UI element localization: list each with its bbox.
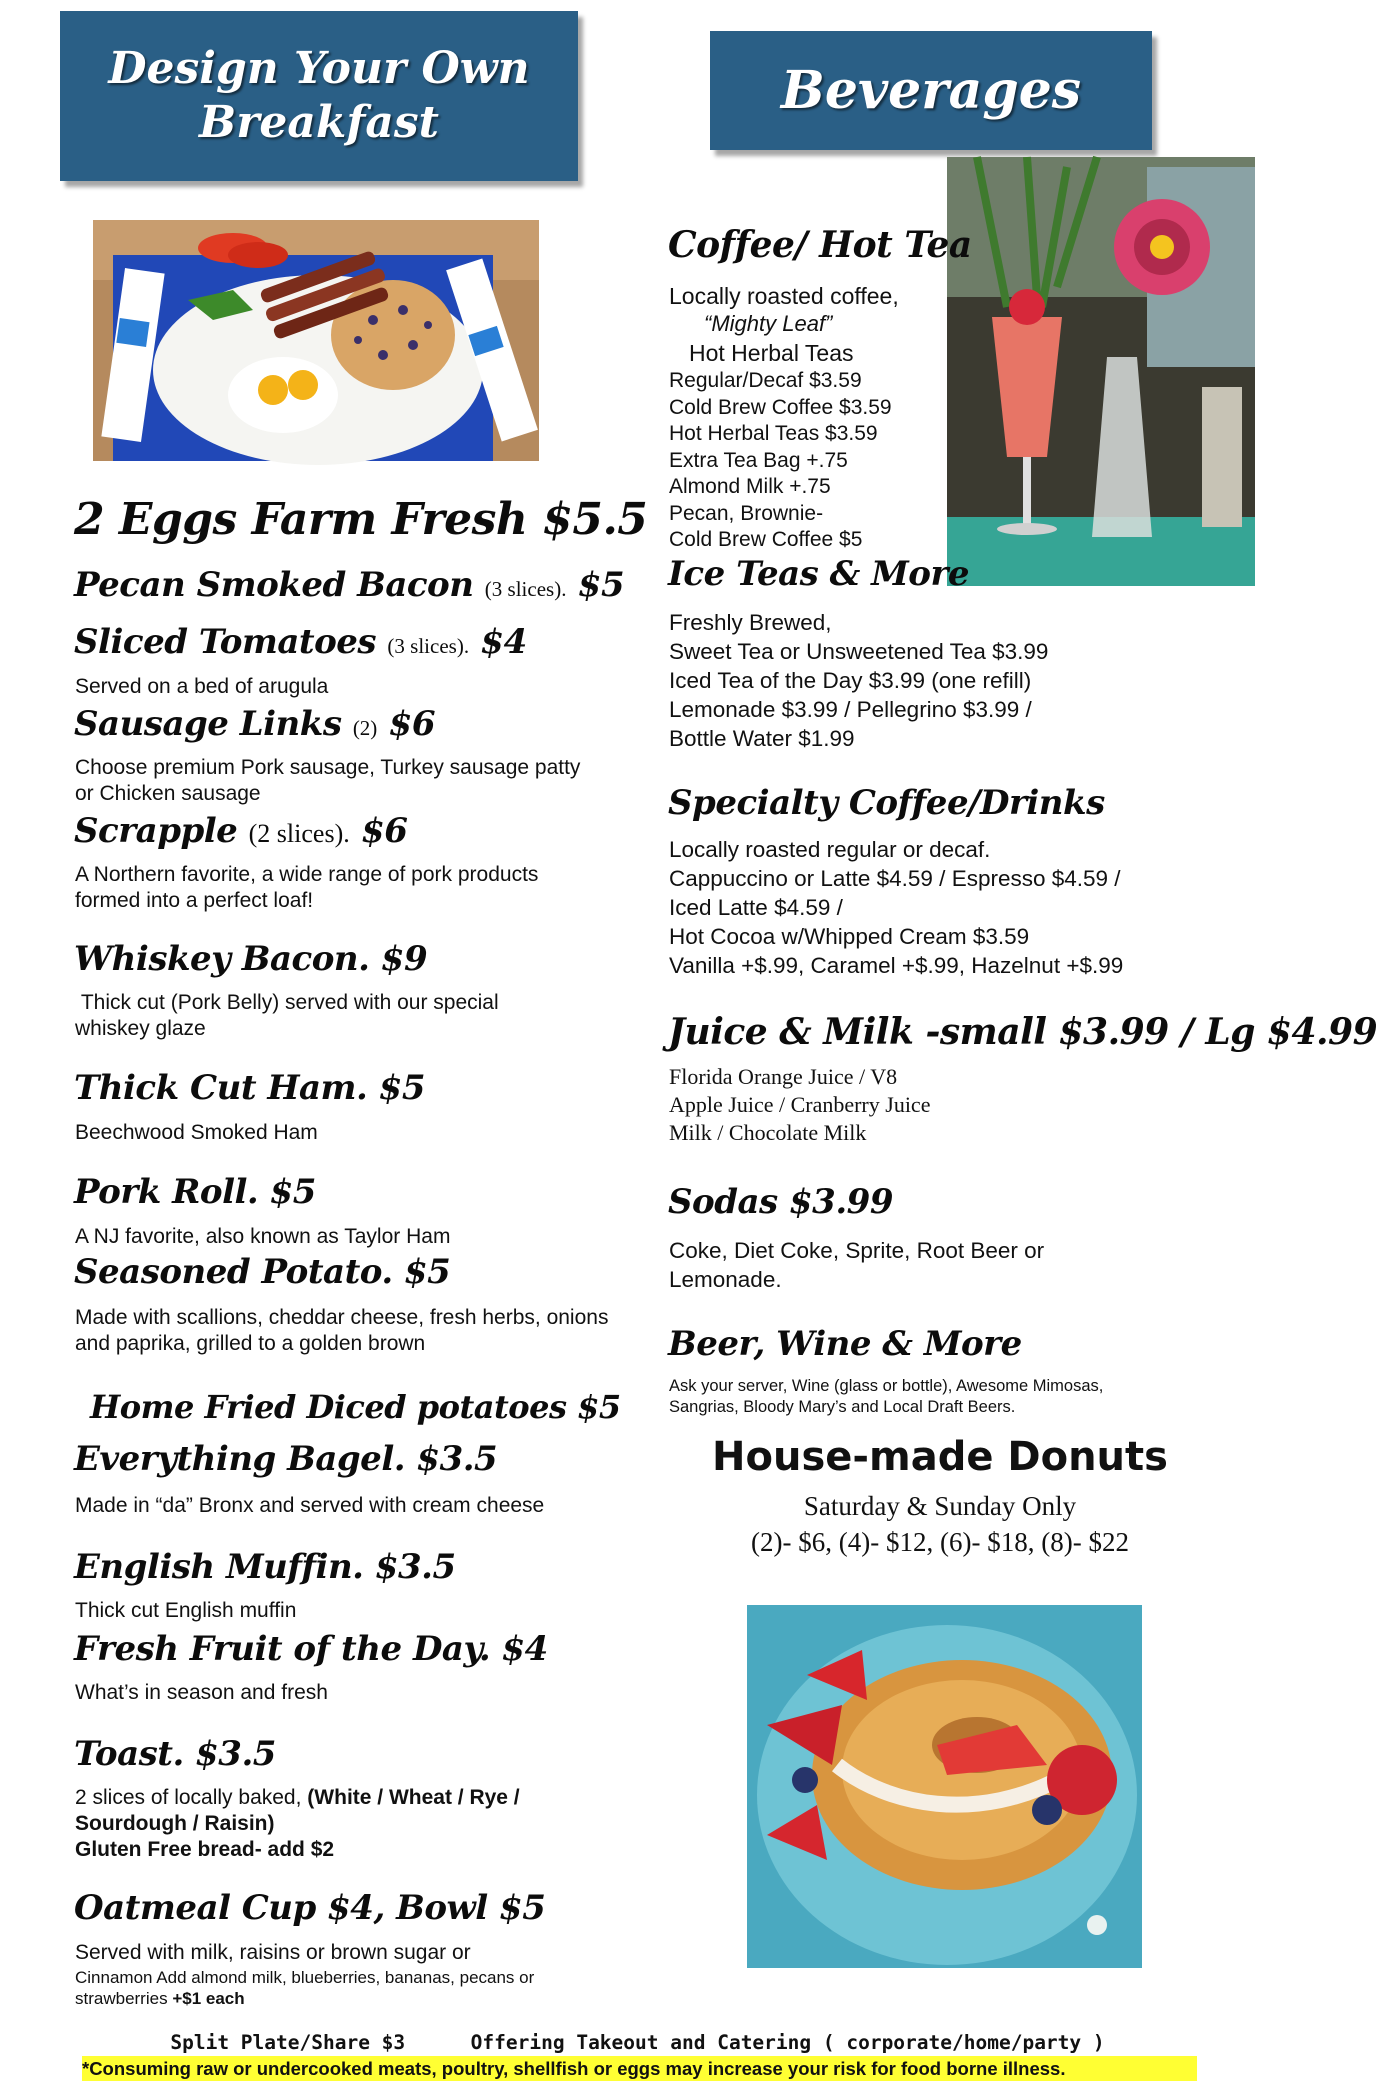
specialty-line-2: Cappuccino or Latte $4.59 / Espresso $4.59 / (669, 866, 1121, 891)
item-desc-english-muffin: Thick cut English muffin (75, 1599, 297, 1622)
item-desc-scrapple: A Northern favorite, a wide range of pork products formed into a perfect loaf! (75, 863, 539, 912)
item-qty-bacon: (3 slices). (484, 577, 567, 601)
item-desc-seasoned-potato: Made with scallions, cheddar cheese, fresh herbs, onions and paprika, grilled to a golden brown (75, 1306, 609, 1355)
food-safety-warning (82, 2056, 1197, 2081)
item-desc-toast-breads: (White / Wheat / Rye / Sourdough / Raisin) (75, 1786, 520, 1835)
item-title-fresh-fruit: Fresh Fruit of the Day. $4 (74, 1629, 548, 1669)
item-desc-whiskey-bacon: Thick cut (Pork Belly) served with our special whiskey glaze (75, 991, 505, 1040)
specialty-line-4: Hot Cocoa w/Whipped Cream $3.59 (669, 924, 1030, 949)
iceteas-line-3: Iced Tea of the Day $3.99 (one refill) (669, 668, 1032, 693)
item-price-sausage: $6 (388, 704, 435, 744)
item-qty-scrapple: (2 slices). (248, 819, 350, 848)
coffee-list (669, 282, 949, 554)
item-title-bacon (74, 563, 624, 611)
item-qty-tomatoes: (3 slices). (387, 634, 470, 658)
donut-photo (747, 1605, 1142, 1968)
coffee-line-1: Locally roasted coffee, (669, 283, 899, 309)
cocktail-photo (947, 157, 1255, 586)
beer-list (669, 1376, 1249, 1418)
item-name-sausage: Sausage Links (74, 704, 342, 744)
specialty-title: Specialty Coffee/Drinks (668, 783, 1105, 823)
juice-title: Juice & Milk -small $3.99 / Lg $4.99 (668, 1011, 1377, 1053)
item-desc-toast (75, 1785, 595, 1863)
item-desc-toast-gluten-free: Gluten Free bread- add $2 (75, 1838, 335, 1861)
coffee-line-3: Hot Herbal Teas (689, 340, 854, 366)
item-title-eggs: 2 Eggs Farm Fresh $5.5 (74, 494, 648, 545)
coffee-line-2: “Mighty Leaf” (704, 311, 833, 336)
specialty-list (669, 835, 1249, 980)
coffee-line-9: Pecan, Brownie- (669, 501, 824, 525)
breakfast-plate-photo (93, 220, 539, 461)
coffee-title: Coffee/ Hot Tea (668, 224, 972, 266)
item-price-tomatoes: $4 (480, 622, 527, 662)
juice-line-1: Florida Orange Juice / V8 (669, 1064, 898, 1089)
iceteas-line-5: Bottle Water $1.99 (669, 726, 855, 751)
coffee-line-5: Cold Brew Coffee $3.59 (669, 395, 892, 419)
juice-list (669, 1063, 1229, 1147)
item-title-sausage (74, 702, 435, 750)
beer-line-1: Ask your server, Wine (glass or bottle), Awesome Mimosas, (669, 1377, 1104, 1395)
iceteas-title: Ice Teas & More (668, 554, 970, 594)
donuts-subtitle: Saturday & Sunday Only (803, 1491, 1077, 1521)
iceteas-line-4: Lemonade $3.99 / Pellegrino $3.99 / (669, 697, 1032, 722)
item-desc-bagel: Made in “da” Bronx and served with cream cheese (75, 1494, 545, 1517)
specialty-line-3: Iced Latte $4.59 / (669, 895, 843, 920)
sodas-title: Sodas $3.99 (668, 1182, 893, 1222)
item-desc-pork-roll: A NJ favorite, also known as Taylor Ham (75, 1225, 451, 1248)
item-title-toast: Toast. $3.5 (74, 1734, 276, 1774)
item-title-bagel: Everything Bagel. $3.5 (74, 1439, 498, 1479)
item-desc-tomatoes: Served on a bed of arugula (75, 675, 329, 698)
sodas-line-1: Coke, Diet Coke, Sprite, Root Beer or (669, 1238, 1045, 1263)
coffee-line-4: Regular/Decaf $3.59 (669, 369, 862, 392)
item-title-pork-roll: Pork Roll. $5 (74, 1172, 316, 1212)
item-title-tomatoes (74, 620, 527, 668)
specialty-line-5: Vanilla +$.99, Caramel +$.99, Hazelnut +$.99 (669, 953, 1124, 978)
coffee-line-6: Hot Herbal Teas $3.59 (669, 422, 878, 445)
juice-line-2: Apple Juice / Cranberry Juice (669, 1092, 931, 1117)
item-desc-ham: Beechwood Smoked Ham (75, 1121, 318, 1144)
coffee-line-8: Almond Milk +.75 (669, 475, 831, 498)
beer-line-2: Sangrias, Bloody Mary’s and Local Draft Beers. (669, 1398, 1016, 1416)
item-title-whiskey-bacon: Whiskey Bacon. $9 (74, 939, 428, 979)
beer-title: Beer, Wine & More (668, 1324, 1022, 1364)
split-plate-note: Split Plate/Share $3 (170, 2031, 406, 2054)
donuts-prices: (2)- $6, (4)- $12, (6)- $18, (8)- $22 (751, 1527, 1129, 1557)
breakfast-banner (60, 11, 578, 181)
item-title-scrapple (74, 809, 407, 856)
item-title-ham: Thick Cut Ham. $5 (74, 1068, 425, 1108)
item-price-bacon: $5 (577, 565, 625, 605)
juice-line-3: Milk / Chocolate Milk (669, 1120, 867, 1145)
sodas-list (669, 1236, 1229, 1294)
item-desc-fresh-fruit: What’s in season and fresh (75, 1681, 328, 1704)
beverages-banner (710, 31, 1152, 150)
item-price-scrapple: $6 (361, 811, 408, 851)
item-name-tomatoes: Sliced Tomatoes (74, 622, 377, 662)
iceteas-list (669, 608, 1229, 753)
sodas-line-2: Lemonade. (669, 1267, 782, 1292)
item-desc-toast-plain: 2 slices of locally baked, (75, 1786, 308, 1809)
food-safety-warning-text: *Consuming raw or undercooked meats, poultry, shellfish or eggs may increase your risk for food borne illness. (82, 2058, 1066, 2079)
coffee-line-7: Extra Tea Bag +.75 (669, 448, 848, 472)
item-title-seasoned-potato: Seasoned Potato. $5 (74, 1252, 451, 1292)
item-name-scrapple: Scrapple (74, 811, 238, 851)
item-desc-oatmeal-addons-price: +$1 each (172, 1989, 245, 2008)
footer-takeout-line (0, 2031, 1275, 2055)
item-desc-oatmeal-addons-text: Cinnamon Add almond milk, blueberries, bananas, pecans or strawberries (75, 1968, 535, 2008)
item-desc-oatmeal-addons (75, 1967, 555, 2009)
iceteas-line-2: Sweet Tea or Unsweetened Tea $3.99 (669, 639, 1049, 664)
item-desc-sausage: Choose premium Pork sausage, Turkey sausage patty or Chicken sausage (75, 756, 581, 805)
item-title-home-fries: Home Fried Diced potatoes $5 (90, 1388, 621, 1426)
item-desc-oatmeal: Served with milk, raisins or brown sugar or (75, 1941, 471, 1964)
beverages-banner-text: Beverages (780, 59, 1082, 121)
item-title-english-muffin: English Muffin. $3.5 (74, 1547, 456, 1587)
specialty-line-1: Locally roasted regular or decaf. (669, 837, 991, 862)
breakfast-banner-line2: Breakfast (199, 97, 439, 148)
coffee-line-10: Cold Brew Coffee $5 (669, 528, 863, 551)
breakfast-banner-line1: Design Your Own (108, 43, 530, 95)
takeout-catering-note: Offering Takeout and Catering ( corporate/home/party ) (470, 2031, 1105, 2054)
item-title-oatmeal: Oatmeal Cup $4, Bowl $5 (74, 1888, 546, 1928)
item-qty-sausage: (2) (352, 716, 378, 740)
donuts-title: House-made Donuts (712, 1434, 1168, 1480)
iceteas-line-1: Freshly Brewed, (669, 610, 832, 635)
item-name-bacon: Pecan Smoked Bacon (74, 565, 474, 605)
